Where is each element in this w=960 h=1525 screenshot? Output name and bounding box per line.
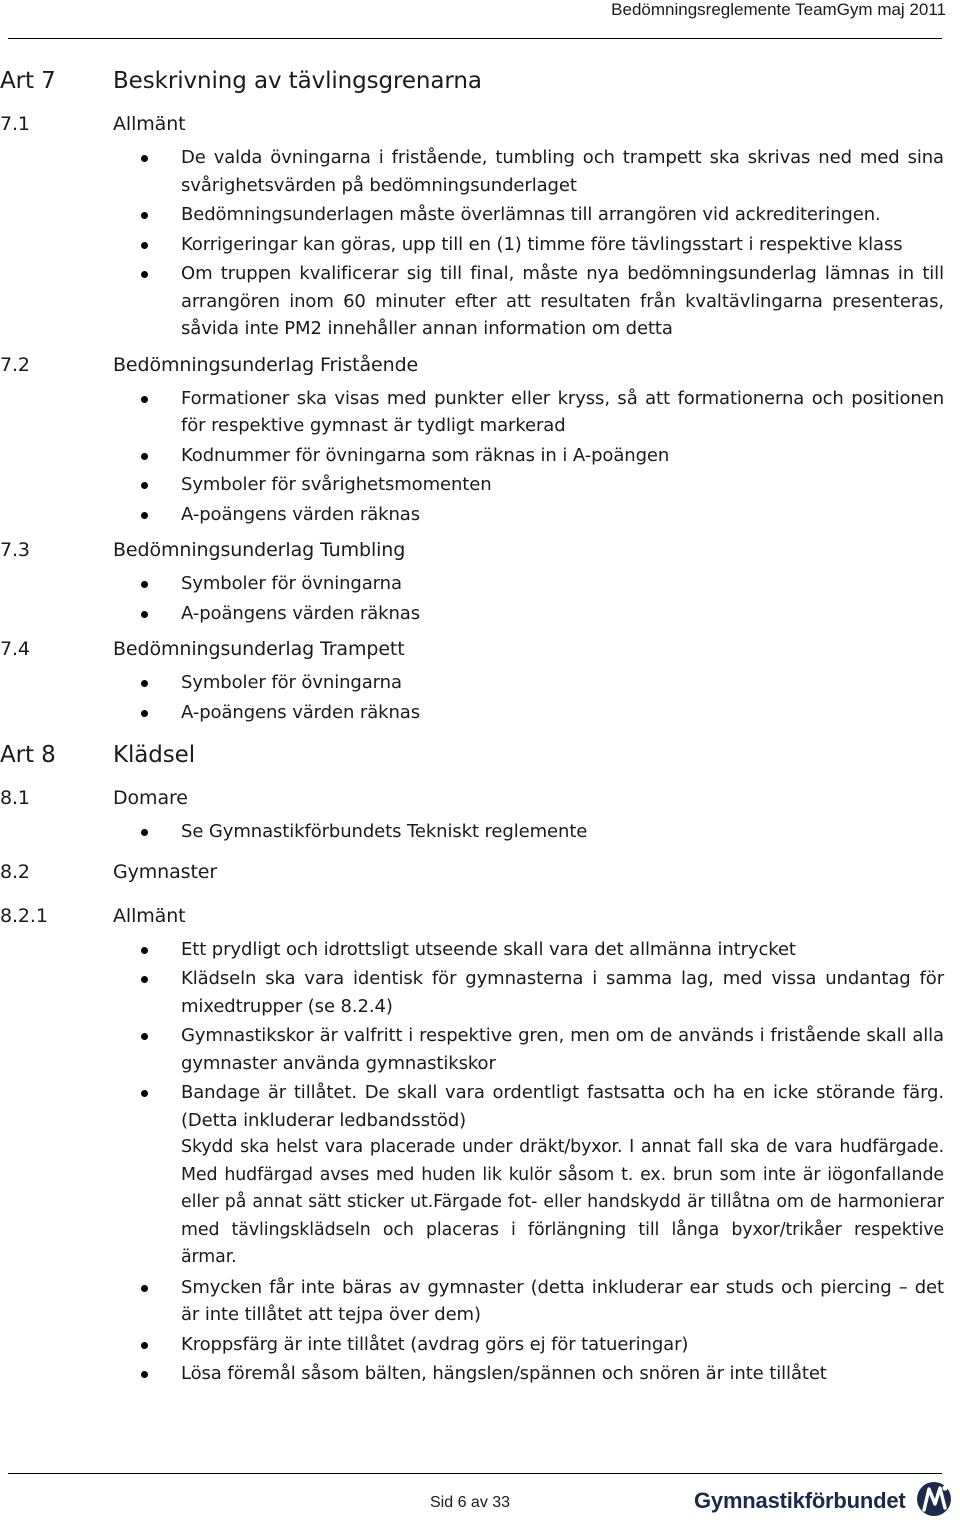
page-number: Sid 6 av 33: [430, 1494, 511, 1511]
section-number: 8.2: [0, 860, 30, 883]
section-8-2-heading: [0, 848, 960, 896]
section-title: Allmänt: [113, 904, 186, 927]
logo-wordmark: Gymnastikförbundet: [694, 1488, 906, 1513]
section-7-1-heading: [0, 104, 960, 144]
list-item: Kroppsfärg är inte tillåtet (avdrag görs ej för tatueringar): [0, 1331, 960, 1359]
section-title: Gymnaster: [113, 860, 218, 883]
list-item: A-poängens värden räknas: [0, 600, 960, 628]
section-7-3-heading: [0, 530, 960, 570]
list-item: Symboler för övningarna: [0, 570, 960, 598]
section-8-2-1-list: [0, 936, 960, 1135]
article-number: Art 7: [0, 68, 56, 94]
footer-rule: [8, 1473, 942, 1474]
list-item: Bandage är tillåtet. De skall vara ordentligt fastsatta och ha en icke störande färg. (Detta inkluderar ledbandsstöd): [0, 1079, 960, 1134]
list-item: Korrigeringar kan göras, upp till en (1) timme före tävlingsstart i respektive klass: [0, 231, 960, 259]
list-item: Ett prydligt och idrottsligt utseende skall vara det allmänna intrycket: [0, 936, 960, 964]
section-number: 7.1: [0, 113, 30, 135]
list-item: Gymnastikskor är valfritt i respektive gren, men om de används i fristående skall alla gymnaster använda gymnastikskor: [0, 1022, 960, 1077]
section-title: Bedömningsunderlag Fristående: [113, 353, 419, 376]
section-7-1-list: [0, 144, 960, 343]
list-item: De valda övningarna i fristående, tumbling och trampett ska skrivas ned med sina svårighetsvärden på bedömningsunderlaget: [0, 144, 960, 199]
list-item: Smycken får inte bäras av gymnaster (detta inkluderar ear studs och piercing – det är inte tillåtet att tejpa över dem): [0, 1274, 960, 1329]
article-title: Beskrivning av tävlingsgrenarna: [113, 68, 482, 94]
section-8-1-list: [0, 818, 960, 846]
list-item: Lösa föremål såsom bälten, hängslen/spännen och snören är inte tillåtet: [0, 1360, 960, 1388]
section-8-2-1-list-continued: [0, 1274, 960, 1388]
section-7-4-heading: [0, 629, 960, 669]
header-rule: [8, 38, 942, 39]
section-number: 8.2.1: [0, 904, 48, 927]
article-number: Art 8: [0, 742, 56, 768]
gymnastikforbundet-logo: [694, 1480, 956, 1522]
section-7-2-list: [0, 385, 960, 529]
section-number: 7.2: [0, 353, 30, 376]
section-number: 8.1: [0, 787, 30, 809]
article-8-heading: [0, 732, 960, 778]
list-item: Symboler för övningarna: [0, 669, 960, 697]
list-item: A-poängens värden räknas: [0, 501, 960, 529]
section-7-2-heading: [0, 345, 960, 385]
section-7-4-list: [0, 669, 960, 726]
list-item: Om truppen kvalificerar sig till final, måste nya bedömningsunderlag lämnas in till arrangören inom 60 minuter efter att resultaten från kvaltävlingarna presenteras, såvida inte PM2 innehåller annan information om detta: [0, 260, 960, 343]
article-7-heading: [0, 58, 960, 104]
list-item: Kodnummer för övningarna som räknas in i A-poängen: [0, 442, 960, 470]
section-7-3-list: [0, 570, 960, 627]
section-title: Bedömningsunderlag Tumbling: [113, 539, 406, 561]
document-body: [0, 58, 960, 1390]
article-title: Klädsel: [113, 742, 195, 768]
list-item: Se Gymnastikförbundets Tekniskt reglemente: [0, 818, 960, 846]
section-number: 7.4: [0, 638, 30, 660]
protection-note: Skydd ska helst vara placerade under dräkt/byxor. I annat fall ska de vara hudfärgade. Med hudfärgad avses med huden lik kulör såsom t. ex. brun som inte är iögonfallande eller på annat sätt sticker ut.Färgade fot- eller handskydd är tillåtna om de harmonierar med tävlingsklädseln och placeras i förlängning till långa byxor/trikåer respektive ärmar.: [181, 1137, 944, 1267]
list-item: Klädseln ska vara identisk för gymnasterna i samma lag, med vissa undantag för mixedtrupper (se 8.2.4): [0, 965, 960, 1020]
section-8-1-heading: [0, 778, 960, 818]
section-title: Allmänt: [113, 113, 186, 135]
header-title: Bedömningsreglemente TeamGym maj 2011: [611, 0, 946, 19]
list-item: Symboler för svårighetsmomenten: [0, 471, 960, 499]
gymnast-figure-icon: [912, 1480, 956, 1522]
list-item: Formationer ska visas med punkter eller kryss, så att formationerna och positionen för respektive gymnast är tydligt markerad: [0, 385, 960, 440]
section-number: 7.3: [0, 539, 30, 561]
list-item: Bedömningsunderlagen måste överlämnas till arrangören vid ackrediteringen.: [0, 201, 960, 229]
section-title: Bedömningsunderlag Trampett: [113, 638, 405, 660]
list-item: A-poängens värden räknas: [0, 699, 960, 727]
section-8-2-1-heading: [0, 896, 960, 936]
section-title: Domare: [113, 787, 188, 809]
